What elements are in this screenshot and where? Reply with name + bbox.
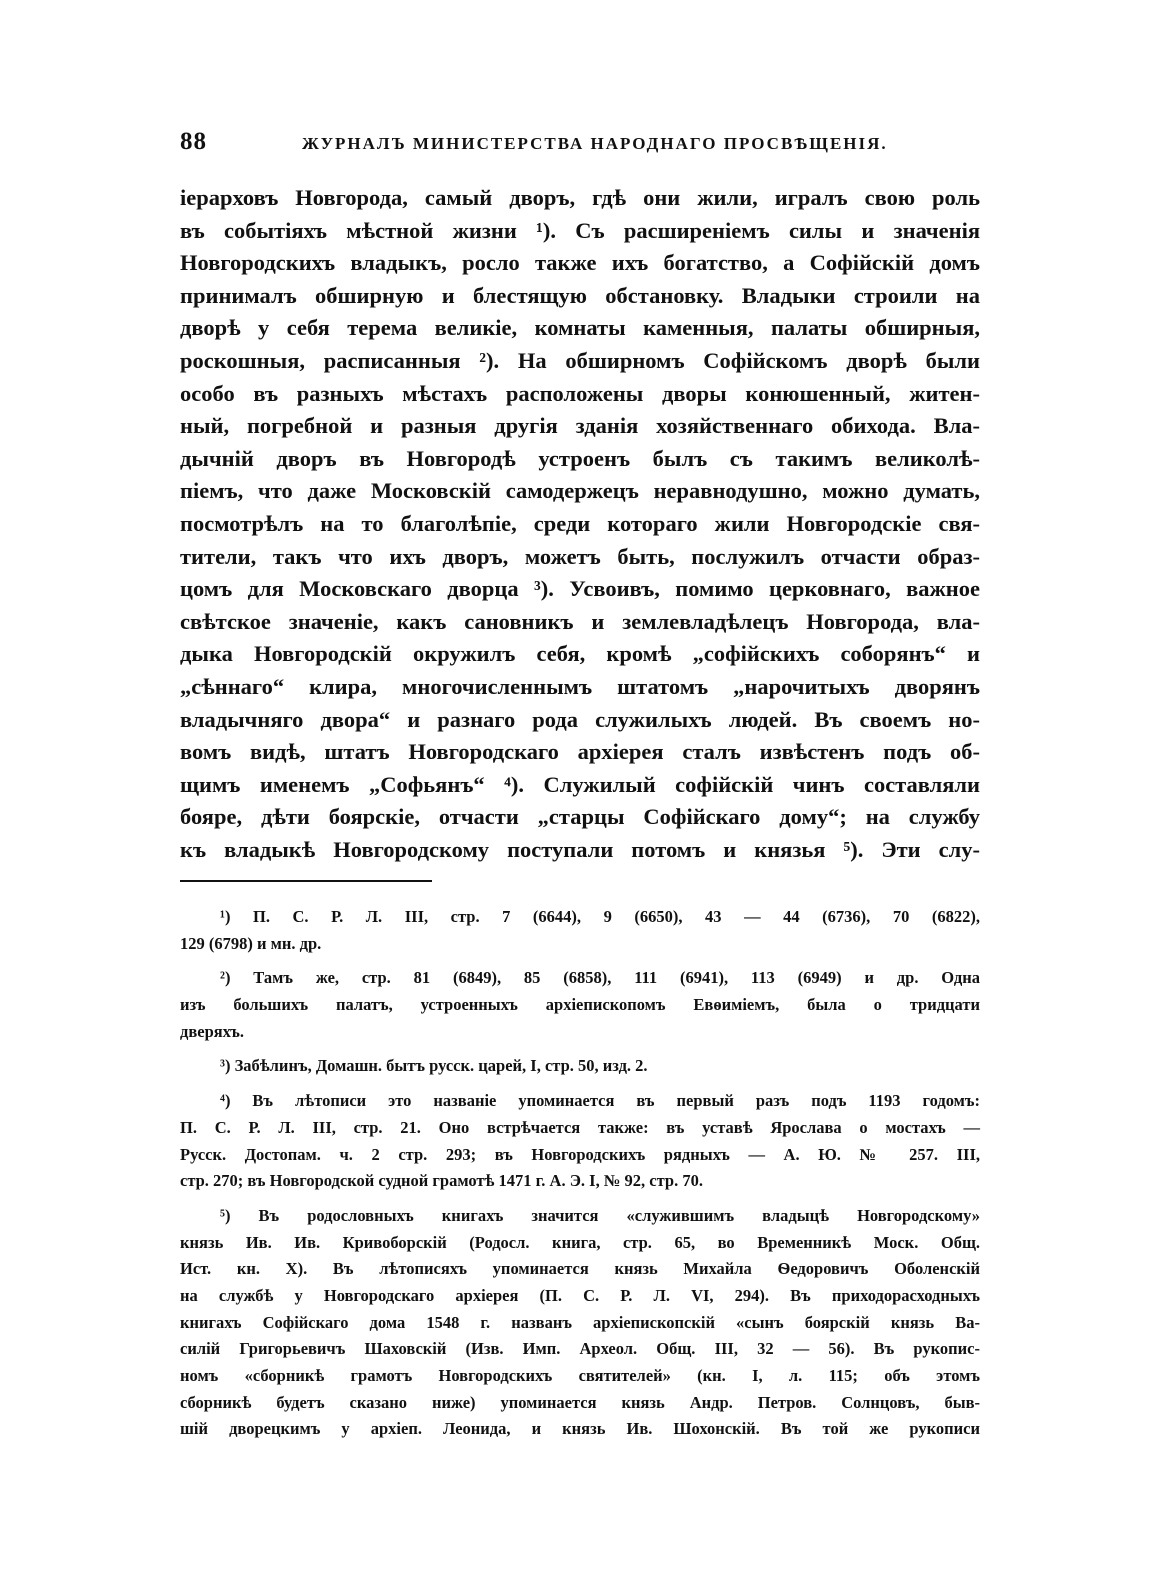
footnote-line: номъ «сборникѣ грамотъ Новгородскихъ святителей» (кн. I, л. 115; объ этомъ	[180, 1366, 980, 1385]
footnote-line: ⁵) Въ родословныхъ книгахъ значится «служившимъ владыцѣ Новгородскому»	[220, 1205, 980, 1225]
text-line: „сѣннаго“ клира, многочисленнымъ штатомъ „нарочитыхъ дворянъ	[180, 673, 980, 699]
footnote-line: ²) Тамъ же, стр. 81 (6849), 85 (6858), 111 (6941), 113 (6949) и др. Одна	[220, 968, 980, 988]
text-line: къ владыкѣ Новгородскому поступали потомъ и князья ⁵). Эти слу-	[180, 836, 980, 862]
text-line: принималъ обширную и блестящую обстановку. Владыки строили на	[180, 282, 980, 308]
footnote-line: шій дворецкимъ у архіеп. Леонида, и князь Ив. Шохонскій. Въ той же рукописи	[180, 1419, 980, 1439]
text-line: іерарховъ Новгорода, самый дворъ, гдѣ они жили, игралъ свою роль	[180, 185, 980, 210]
text-line: Новгородскихъ владыкъ, росло также ихъ богатство, а Софійскій домъ	[180, 250, 980, 276]
text-line: ный, погребной и разныя другія зданія хозяйственнаго обихода. Вла-	[180, 413, 980, 439]
text-line: въ событіяхъ мѣстной жизни ¹). Съ расширеніемъ силы и значенія	[180, 217, 980, 243]
text-line: роскошныя, расписанныя ²). На обширномъ Софійскомъ дворѣ были	[180, 347, 980, 373]
footnote-line: стр. 270; въ Новгородской судной грамотѣ 1471 г. А. Э. I, № 92, стр. 70.	[180, 1171, 703, 1191]
footnote-divider	[180, 880, 432, 882]
footnote-line: ⁴) Въ лѣтописи это названіе упоминается въ первый разъ подъ 1193 годомъ:	[220, 1091, 980, 1111]
footnote-line: книгахъ Софійскаго дома 1548 г. названъ архіепископскій «сынъ боярскій князь Ва-	[180, 1312, 980, 1332]
text-line: цомъ для Московскаго дворца ³). Усвоивъ, помимо церковнаго, важное	[180, 576, 980, 602]
footnote-line: ¹) П. С. Р. Л. III, стр. 7 (6644), 9 (6650), 43 — 44 (6736), 70 (6822),	[220, 907, 980, 926]
main-text	[180, 182, 980, 866]
text-line: особо въ разныхъ мѣстахъ расположены дворы конюшенный, житен-	[180, 380, 980, 406]
text-line: тители, такъ что ихъ дворъ, можетъ быть, послужилъ отчасти образ-	[180, 543, 980, 569]
text-line: щимъ именемъ „Софьянъ“ ⁴). Служилый софійскій чинъ составляли	[180, 771, 980, 797]
footnote-line: на службѣ у Новгородскаго архіерея (П. С. Р. Л. VI, 294). Въ приходорасходныхъ	[180, 1285, 980, 1305]
footnote-line: дверяхъ.	[180, 1021, 245, 1041]
footnote-line: Ист. кн. X). Въ лѣтописяхъ упоминается князь Михайла Ѳедоровичъ Оболенскій	[180, 1259, 980, 1279]
text-line: бояре, дѣти боярскіе, отчасти „старцы Софійскаго дому“; на службу	[180, 804, 980, 830]
text-line: посмотрѣлъ на то благолѣпіе, среди котораго жили Новгородскіе свя-	[180, 510, 980, 536]
footnote-line: ³) Забѣлинъ, Домашн. бытъ русск. царей, I, стр. 50, изд. 2.	[220, 1056, 648, 1076]
footnote-line: изъ большихъ палатъ, устроенныхъ архіепископомъ Евѳиміемъ, была о тридцати	[180, 995, 980, 1015]
text-line: дворѣ у себя терема великіе, комнаты каменныя, палаты обширныя,	[180, 315, 980, 341]
text-line: вомъ видѣ, штатъ Новгородскаго архіерея сталъ извѣстенъ подъ об-	[180, 739, 980, 765]
text-line: владычняго двора“ и разнаго рода служилыхъ людей. Въ своемъ но-	[180, 706, 980, 732]
journal-title: ЖУРНАЛЪ МИНИСТЕРСТВА НАРОДНАГО ПРОСВѢЩЕНІЯ.	[302, 134, 888, 153]
footnote-line: силій Григорьевичъ Шаховскій (Изв. Имп. Археол. Общ. III, 32 — 56). Въ рукопис-	[180, 1339, 980, 1359]
footnote-4	[180, 1088, 980, 1195]
footnote-line: Русск. Достопам. ч. 2 стр. 293; въ Новгородскихъ рядныхъ — А. Ю. № 257. III,	[180, 1144, 980, 1164]
text-line: свѣтское значеніе, какъ сановникъ и землевладѣлецъ Новгорода, вла-	[180, 608, 980, 634]
text-line: дыка Новгородскій окружилъ себя, кромѣ „софійскихъ соборянъ“ и	[180, 641, 980, 667]
footnotes	[180, 904, 980, 1451]
footnote-1	[180, 904, 980, 957]
running-header	[180, 128, 980, 164]
footnote-5	[180, 1203, 980, 1443]
footnote-line: сборникѣ будетъ сказано ниже) упоминается князь Андр. Петров. Солнцовъ, быв-	[180, 1392, 980, 1412]
footnote-line: П. С. Р. Л. III, стр. 21. Оно встрѣчается также: въ уставѣ Ярослава о мостахъ —	[180, 1117, 980, 1137]
footnote-line: князь Ив. Ив. Кривоборскій (Родосл. книга, стр. 65, во Временникѣ Моск. Общ.	[180, 1232, 980, 1252]
text-line: дычній дворъ въ Новгородѣ устроенъ былъ съ такимъ великолѣ-	[180, 445, 980, 471]
page-number: 88	[180, 128, 207, 155]
footnote-2	[180, 965, 980, 1045]
text-line: піемъ, что даже Московскій самодержецъ неравнодушно, можно думать,	[180, 478, 980, 504]
footnote-3	[180, 1053, 980, 1080]
footnote-line: 129 (6798) и мн. др.	[180, 933, 322, 953]
